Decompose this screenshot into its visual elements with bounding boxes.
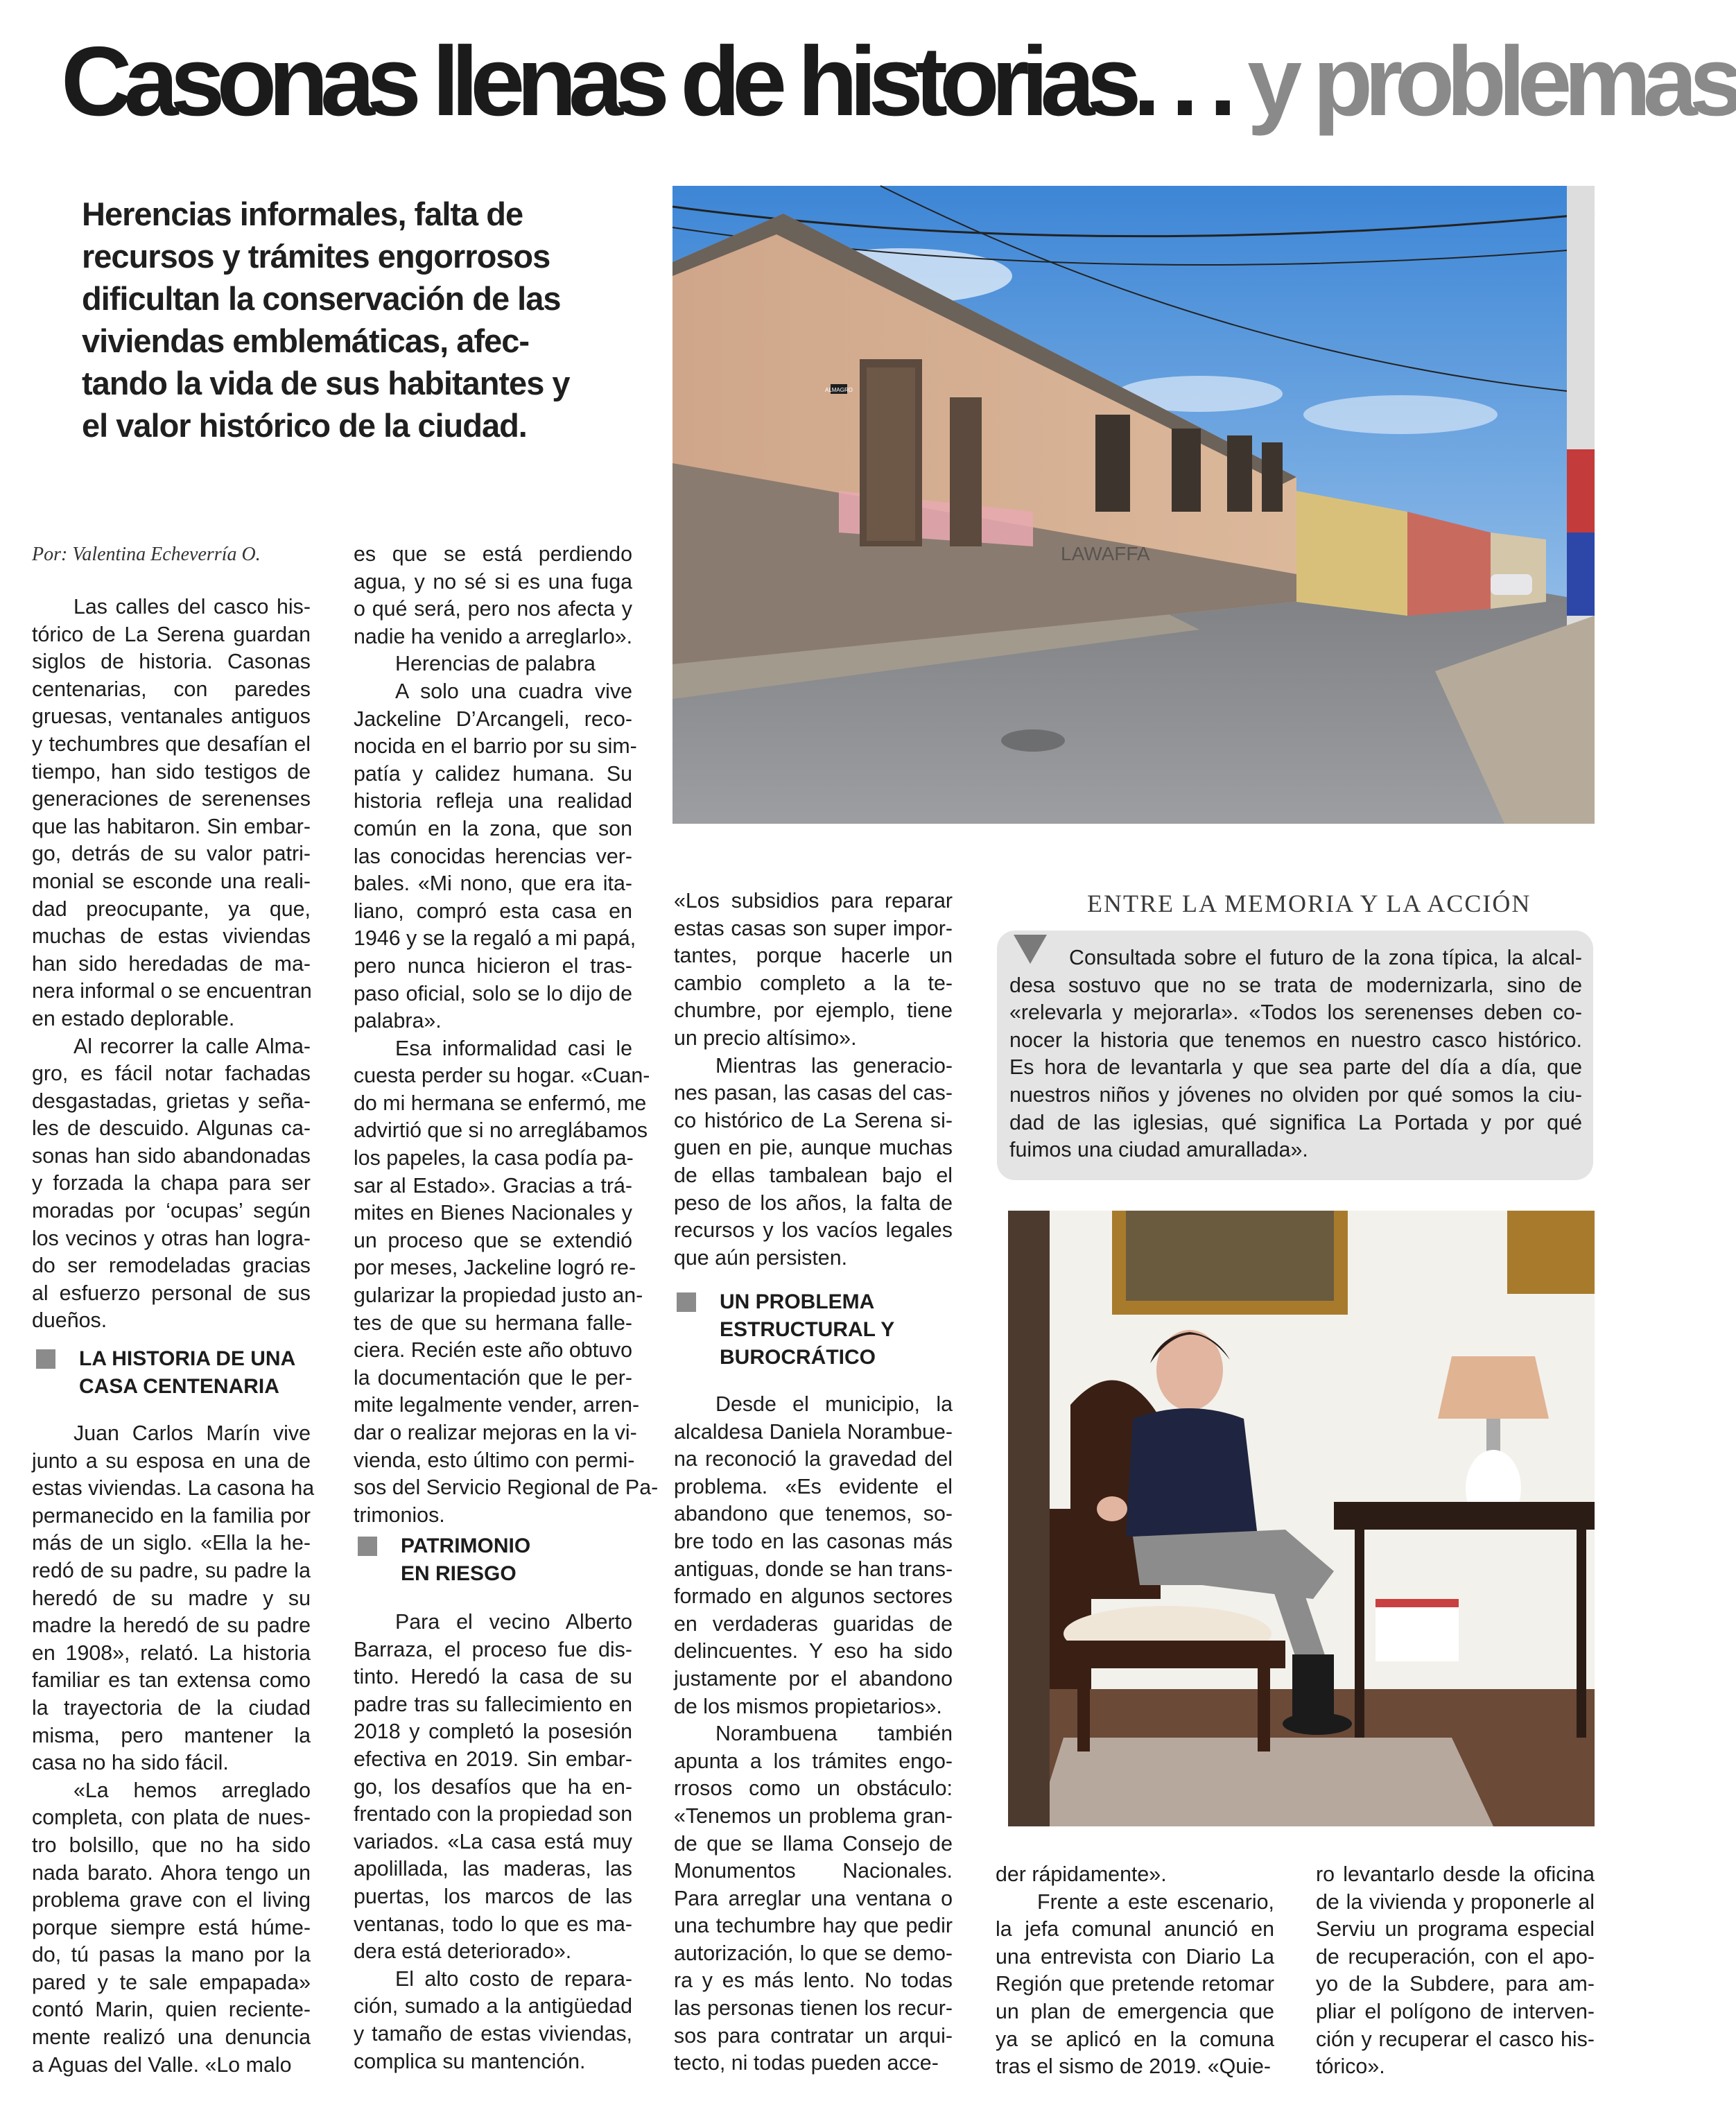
text-line: «Tenemos un problema gran-: [674, 1804, 953, 1828]
text-line: Mientras las generacio-: [715, 1053, 953, 1078]
text-line: na reconoció la gravedad del: [674, 1447, 953, 1471]
headline: [61, 26, 1736, 137]
text-line: dera está deteriorado».: [354, 1939, 572, 1964]
sidebar-text: [1009, 944, 1582, 1164]
text-line: efectiva en 2019. Sin embar-: [354, 1747, 632, 1771]
text-line: Juan Carlos Marín vive: [73, 1421, 311, 1445]
text-line: problema grave con el living: [32, 1888, 311, 1912]
text-line: agua, y no sé si es una fuga: [354, 569, 632, 594]
sidebar-line: nocer la historia que tenemos en nuestro casco histórico.: [1009, 1028, 1582, 1052]
text-line: de ellas tambalean bajo el: [674, 1163, 953, 1187]
headline-main: Casonas llenas de historias. . .: [61, 26, 1229, 137]
text-line: redó de su padre, su padre la: [32, 1558, 311, 1582]
text-line: dar o realizar mejoras en la vi-: [354, 1421, 637, 1444]
text-line: un proceso que se extendió: [354, 1228, 632, 1252]
column-5-text: [1316, 1861, 1595, 2081]
text-line: y forzada la chapa para ser: [32, 1171, 311, 1195]
deck-line: tando la vida de sus habitantes y: [82, 365, 570, 401]
text-line: sar al Estado». Gracias a trá-: [354, 1173, 632, 1197]
text-line: Herencias de palabra: [395, 652, 596, 676]
text-line: Frente a este escenario,: [1037, 1889, 1274, 1914]
text-line: 1946 y se la regaló a mi papá,: [354, 926, 636, 951]
text-line: do ser remodeladas gracias: [32, 1254, 311, 1278]
text-line: Monumentos Nacionales.: [674, 1859, 953, 1883]
text-line: una techumbre hay que pedir: [674, 1914, 953, 1938]
text-line: antiguas, donde se han trans-: [674, 1557, 953, 1581]
text-line: permanecido en la familia por: [32, 1503, 311, 1528]
sidebar-line: nuestros niños y jóvenes no olviden por qué somos la ciu-: [1009, 1082, 1582, 1107]
text-line: guen en pie, aunque muchas: [674, 1136, 953, 1160]
text-line: las personas tienen los recur-: [674, 1996, 953, 2021]
text-line: de que se llama Consejo de: [674, 1831, 953, 1856]
text-line: abandono que tenemos, so-: [674, 1502, 953, 1526]
column-3-text-b: [674, 1391, 953, 2077]
text-line: pared y te sale empapada»: [32, 1970, 311, 1994]
text-line: la jefa comunal anunció en: [996, 1917, 1274, 1941]
text-line: centenarias, con paredes: [32, 677, 311, 701]
text-line: tórico de La Serena guardan: [32, 622, 311, 646]
subhead-line: LA HISTORIA DE UNA: [79, 1347, 296, 1370]
text-line: padre tras su fallecimiento en: [354, 1692, 632, 1716]
text-line: trimonios.: [354, 1503, 445, 1527]
text-line: que las habitaron. Sin embar-: [32, 814, 311, 838]
text-line: ra y es más lento. No todas: [674, 1969, 953, 1993]
text-line: y techumbres que desafían el: [32, 732, 311, 756]
text-line: en verdaderas guaridas de: [674, 1611, 953, 1636]
text-line: contó Marin, quien reciente-: [32, 1998, 311, 2022]
text-line: sos para contratar un arqui-: [674, 2023, 953, 2048]
text-line: los vecinos y otras han logra-: [32, 1226, 311, 1250]
text-line: der rápidamente».: [996, 1862, 1167, 1886]
sidebar-line: desa sostuvo que no se trata de modernizarla, sino de: [1009, 973, 1582, 997]
text-line: estas casas son super impor-: [674, 916, 953, 940]
text-line: Al recorrer la calle Alma-: [73, 1034, 311, 1058]
text-line: tiempo, han sido testigos de: [32, 759, 311, 784]
text-line: mites en Bienes Nacionales y: [354, 1201, 632, 1225]
text-line: frentado con la propiedad son: [354, 1802, 633, 1826]
text-line: nera informal o se encuentran: [32, 979, 312, 1003]
text-line: una entrevista con Diario La: [996, 1944, 1274, 1969]
text-line: liano, compró esta casa en: [354, 899, 632, 923]
subhead-line: PATRIMONIO: [401, 1534, 531, 1557]
text-line: desgastadas, grietas y seña-: [32, 1089, 311, 1113]
text-line: han sido heredadas de ma-: [32, 951, 311, 976]
text-line: «Los subsidios para reparar: [674, 889, 953, 913]
text-line: nadie ha venido a arreglarlo».: [354, 624, 633, 648]
text-line: ción y recuperar el casco his-: [1316, 2027, 1595, 2051]
text-line: de recuperación, con el apo-: [1316, 1944, 1595, 1969]
text-line: siglos de historia. Casonas: [32, 650, 311, 674]
text-line: generaciones de serenenses: [32, 787, 311, 811]
text-line: formado en algunos sectores: [674, 1584, 953, 1609]
text-line: porque siempre está húme-: [32, 1915, 311, 1939]
subhead-line: CASA CENTENARIA: [79, 1375, 279, 1398]
sidebar-line: fuimos una ciudad amurallada».: [1009, 1138, 1308, 1162]
text-line: nocida en el barrio por su sim-: [354, 734, 637, 759]
text-line: rrosos como un obstáculo:: [674, 1776, 953, 1801]
text-line: nes pasan, las casas del cas-: [674, 1081, 953, 1105]
deck-line: viviendas emblemáticas, afec-: [82, 322, 530, 359]
text-line: es que se está perdiendo: [354, 542, 632, 566]
text-line: El alto costo de repara-: [395, 1966, 632, 1991]
text-line: por meses, Jackeline logró re-: [354, 1256, 636, 1280]
text-line: sos del Servicio Regional de Pa-: [354, 1476, 659, 1500]
column-1-text: [32, 594, 311, 1335]
column-2-text-b: [354, 1609, 632, 2075]
text-line: los papeles, la casa podía pa-: [354, 1146, 634, 1170]
text-line: bre todo en las casonas más: [674, 1529, 953, 1553]
text-line: madre la heredó de su padre: [32, 1614, 311, 1638]
interior-photo-illustration: [1008, 1211, 1595, 1826]
deck-line: dificultan la conservación de las: [82, 280, 561, 317]
text-line: ventanas, todo lo que es ma-: [354, 1912, 632, 1936]
text-line: ción, sumado a la antigüedad: [354, 1994, 632, 2018]
text-line: y tamaño de estas viviendas,: [354, 2021, 632, 2046]
text-line: ya se aplicó en la comuna: [996, 2027, 1274, 2051]
subhead-line: EN RIESGO: [401, 1562, 517, 1585]
subhead-line: BUROCRÁTICO: [720, 1346, 876, 1369]
text-line: cuesta perder su hogar. «Cuan-: [354, 1064, 650, 1088]
byline: Por: Valentina Echeverría O.: [32, 544, 261, 565]
headline-accent: y problemas: [1228, 26, 1736, 137]
text-line: común en la zona, que son: [354, 816, 632, 840]
text-line: completa, con plata de nues-: [32, 1806, 311, 1830]
text-line: do mi hermana se enfermó, me: [354, 1091, 647, 1115]
text-line: tecto, ni todas pueden acce-: [674, 2051, 939, 2075]
street-photo: [672, 186, 1595, 824]
deck: [82, 193, 595, 447]
column-3-text: [674, 888, 953, 1272]
text-line: tantes, porque hacerle un: [674, 944, 953, 968]
text-line: Norambuena también: [715, 1722, 953, 1746]
text-line: co histórico de La Serena si-: [674, 1108, 953, 1132]
column-2-text: [354, 541, 659, 1529]
text-line: ro levantarlo desde la oficina: [1316, 1862, 1595, 1886]
text-line: Jackeline D’Arcangeli, reco-: [354, 707, 632, 731]
text-line: la documentación que le per-: [354, 1365, 632, 1390]
subhead-square-icon: [36, 1349, 55, 1369]
text-line: sonas han sido abandonadas: [32, 1143, 311, 1168]
text-line: cambio completo a la te-: [674, 971, 953, 995]
text-line: estas viviendas. La casona ha: [32, 1476, 315, 1500]
text-line: pliar el polígono de interven-: [1316, 1999, 1595, 2023]
text-line: en 1908», relató. La historia: [32, 1641, 311, 1665]
sidebar-line: Consultada sobre el futuro de la zona típica, la alcal-: [1069, 946, 1582, 969]
text-line: Las calles del casco his-: [73, 595, 311, 619]
sidebar-title: ENTRE LA MEMORIA Y LA ACCIÓN: [1087, 890, 1531, 917]
text-line: A solo una cuadra vive: [395, 679, 632, 703]
deck-line: Herencias informales, falta de: [82, 196, 523, 232]
text-line: recursos y los vacíos legales: [674, 1218, 953, 1243]
text-line: las conocidas herencias ver-: [354, 844, 632, 868]
text-line: en estado deplorable.: [32, 1006, 235, 1030]
text-line: dad preocupante, ya que,: [32, 897, 311, 921]
text-line: la trayectoria de la ciudad: [32, 1695, 311, 1720]
text-line: go, detrás de su valor patri-: [32, 842, 311, 866]
text-line: heredó de su madre y su: [32, 1586, 311, 1610]
text-line: do, tú pasas la mano por la: [32, 1943, 311, 1967]
text-line: mente realizó una denuncia: [32, 2025, 311, 2050]
text-line: al esfuerzo personal de sus: [32, 1281, 311, 1305]
text-line: un plan de emergencia que: [996, 1999, 1274, 2023]
text-line: Región que pretende retomar: [996, 1972, 1274, 1996]
text-line: o qué será, pero nos afecta y: [354, 597, 632, 621]
text-line: go, los desafíos que ha en-: [354, 1774, 632, 1799]
text-line: tinto. Heredó la casa de su: [354, 1665, 632, 1689]
text-line: familiar es tan extensa como: [32, 1668, 311, 1693]
text-line: delincuentes. Y eso ha sido: [674, 1639, 953, 1663]
text-line: justamente por el abandono: [674, 1666, 953, 1690]
text-line: que aún persisten.: [674, 1245, 848, 1270]
text-line: gruesas, ventanales antiguos: [32, 704, 311, 729]
text-line: gularizar la propiedad justo an-: [354, 1283, 643, 1308]
street-photo-illustration: [672, 186, 1595, 824]
text-line: Serviu un programa especial: [1316, 1917, 1595, 1941]
text-line: mite legalmente vender, arren-: [354, 1393, 640, 1417]
text-line: nada barato. Ahora tengo un: [32, 1860, 311, 1885]
deck-line: el valor histórico de la ciudad.: [82, 407, 527, 444]
text-line: de la vivienda y proponerle al: [1316, 1889, 1595, 1914]
subhead-line: UN PROBLEMA: [720, 1290, 875, 1313]
text-line: apolillada, las maderas, las: [354, 1857, 632, 1881]
text-line: Desde el municipio, la: [715, 1392, 953, 1416]
subhead-square-icon: [358, 1537, 377, 1556]
street-sign-text: ALMAGRO: [824, 387, 853, 393]
text-line: 2018 y completó la posesión: [354, 1720, 632, 1744]
text-line: Barraza, el proceso fue dis-: [354, 1637, 632, 1661]
text-line: «La hemos arreglado: [73, 1778, 311, 1802]
text-line: bales. «Mi nono, que era ita-: [354, 872, 632, 896]
deck-line: recursos y trámites engorrosos: [82, 238, 550, 275]
text-line: moradas por ‘ocupas’ según: [32, 1199, 311, 1223]
text-line: monial se esconde una reali-: [32, 869, 311, 893]
text-line: tórico».: [1316, 2055, 1385, 2079]
text-line: Para el vecino Alberto: [395, 1610, 632, 1634]
text-line: complica su mantención.: [354, 2049, 586, 2073]
sidebar-line: Es hora de levantarla y que sea parte del día a día, que: [1009, 1055, 1582, 1080]
text-line: apunta a los trámites engo-: [674, 1749, 953, 1773]
text-line: alcaldesa Daniela Norambue-: [674, 1419, 953, 1444]
text-line: Para arreglar una ventana o: [674, 1886, 953, 1910]
interior-photo: [1008, 1211, 1595, 1826]
text-line: un precio altísimo».: [674, 1026, 857, 1050]
text-line: muchas de estas viviendas: [32, 924, 311, 949]
text-line: vienda, esto último con permi-: [354, 1448, 635, 1472]
text-line: autorización, lo que se demo-: [674, 1941, 953, 1965]
subhead-line: ESTRUCTURAL Y: [720, 1318, 895, 1341]
text-line: tro bolsillo, que no ha sido: [32, 1833, 311, 1857]
text-line: palabra».: [354, 1009, 442, 1033]
text-line: paso oficial, solo se lo dijo de: [354, 981, 632, 1005]
text-line: pero nunca hicieron el tras-: [354, 953, 632, 978]
text-line: tras el sismo de 2019. «Quie-: [996, 2055, 1271, 2079]
text-line: de los mismos propietarios».: [674, 1694, 942, 1718]
column-1-text-b: [32, 1420, 315, 2079]
text-line: peso de los años, la falta de: [674, 1191, 953, 1215]
text-line: casa no ha sido fácil.: [32, 1751, 229, 1775]
text-line: historia refleja una realidad: [354, 789, 632, 813]
text-line: a Aguas del Valle. «Lo malo: [32, 2052, 292, 2077]
text-line: dueños.: [32, 1308, 107, 1333]
text-line: variados. «La casa está muy: [354, 1829, 632, 1853]
text-line: les de descuido. Algunas ca-: [32, 1116, 311, 1141]
sidebar-line: dad de las iglesias, qué significa La Portada y por qué: [1009, 1110, 1582, 1134]
text-line: Esa informalidad casi le: [395, 1036, 632, 1060]
text-line: junto a su esposa en una de: [32, 1448, 311, 1473]
text-line: patía y calidez humana. Su: [354, 761, 632, 786]
text-line: misma, pero mantener la: [32, 1723, 311, 1747]
text-line: chumbre, por ejemplo, tiene: [674, 998, 953, 1023]
text-line: tes de que su hermana falle-: [354, 1311, 632, 1335]
sidebar-line: «relevarla y mejorarla». «Todos los serenenses deben co-: [1009, 1001, 1582, 1025]
text-line: problema. «Es evidente el: [674, 1474, 953, 1498]
text-line: puertas, los marcos de las: [354, 1884, 632, 1908]
graffiti-text: LAWAFFA: [1061, 543, 1150, 564]
text-line: ciera. Recién este año obtuvo: [354, 1338, 633, 1363]
text-line: yo de la Subdere, para am-: [1316, 1972, 1595, 1996]
text-line: más de un siglo. «Ella la he-: [32, 1531, 311, 1555]
column-4-text: [996, 1861, 1274, 2081]
text-line: advirtió que si no arreglábamos: [354, 1118, 648, 1143]
subhead-square-icon: [677, 1292, 696, 1312]
text-line: gro, es fácil notar fachadas: [32, 1062, 311, 1086]
